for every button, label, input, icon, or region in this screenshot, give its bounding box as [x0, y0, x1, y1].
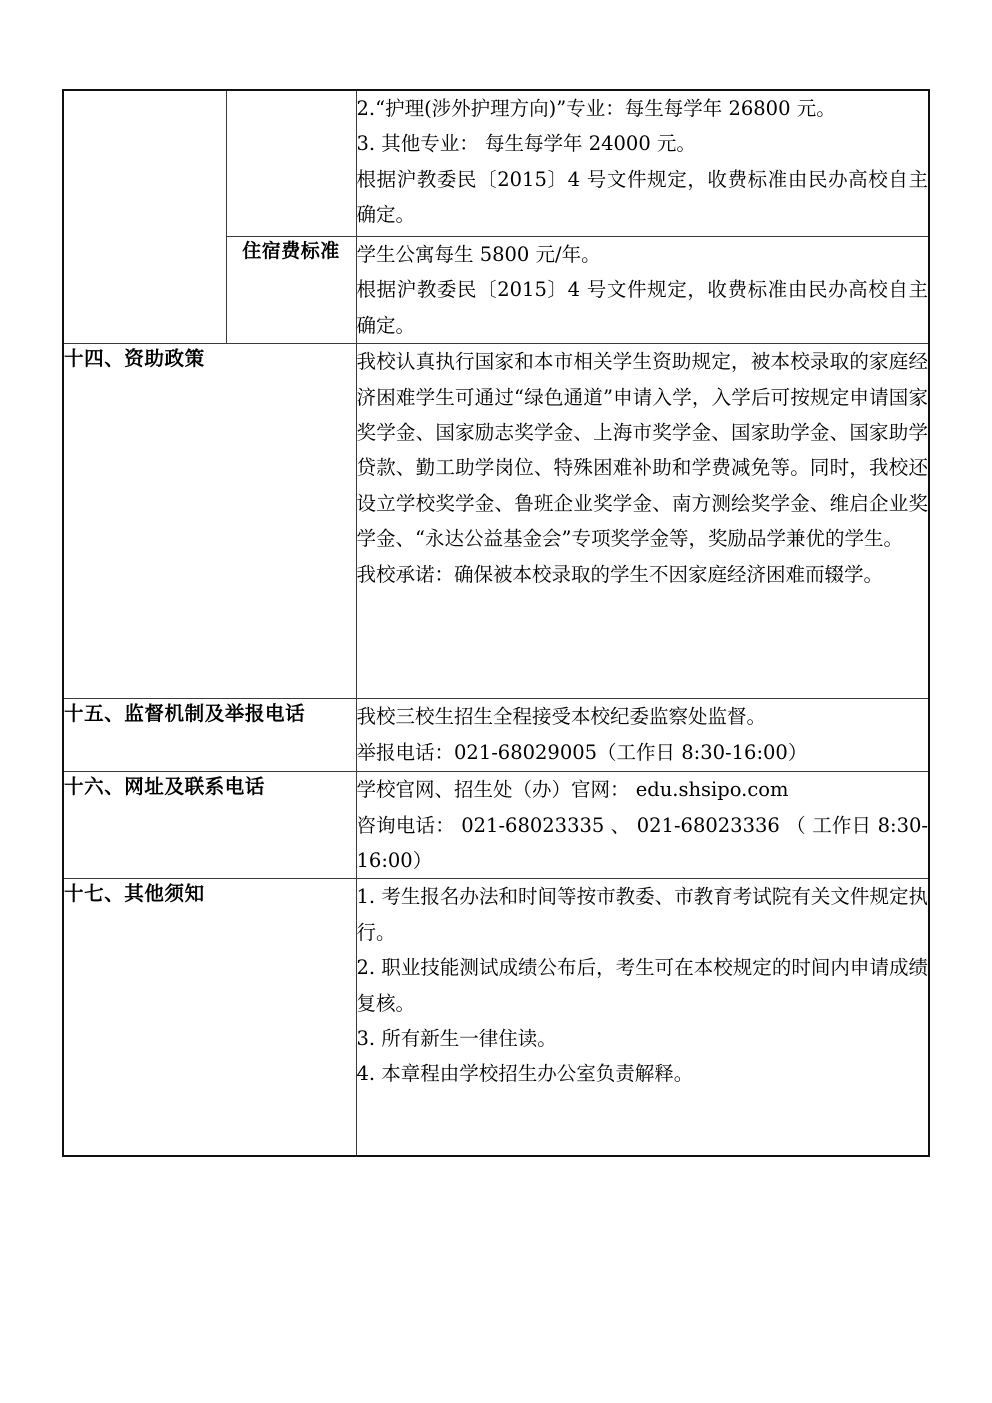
paragraph: 学生公寓每生 5800 元/年。 [356, 243, 601, 266]
row-label-merged-fee [63, 90, 226, 344]
table-row [63, 699, 929, 772]
paragraph: 2. 职业技能测试成绩公布后，考生可在本校规定的时间内申请成绩复核。 [356, 956, 928, 1015]
row-label-website-contact: 十六、网址及联系电话 [63, 772, 356, 879]
paragraph: 4. 本章程由学校招生办公室负责解释。 [356, 1062, 694, 1086]
row-label-other-notices: 十七、其他须知 [63, 879, 356, 1157]
cell-accommodation-fee [356, 237, 929, 344]
cell-financial-aid-policy [356, 344, 929, 699]
paragraph: 3. 所有新生一律住读。 [356, 1027, 557, 1051]
paragraph: 我校承诺：确保被本校录取的学生不因家庭经济困难而辍学。 [356, 562, 884, 586]
paragraph: 2.“护理(涉外护理方向)”专业：每生每学年 26800 元。 [356, 97, 836, 120]
row-label-financial-aid: 十四、资助政策 [63, 344, 356, 699]
paragraph: 学校官网、招生处（办）官网： edu.shsipo.com [356, 778, 789, 802]
paragraph: 1. 考生报名办法和时间等按市教委、市教育考试院有关文件规定执行。 [356, 885, 928, 944]
row-sublabel-tuition [226, 90, 356, 237]
paragraph: 举报电话：021-68029005（工作日 8:30-16:00） [356, 740, 808, 764]
cell-other-notices [356, 879, 929, 1157]
paragraph: 3. 其他专业： 每生每学年 24000 元。 [356, 132, 696, 156]
paragraph: 根据沪教委民〔2015〕4 号文件规定，收费标准由民办高校自主确定。 [356, 167, 928, 227]
cell-website-contact [356, 772, 929, 879]
paragraph: 根据沪教委民〔2015〕4 号文件规定，收费标准由民办高校自主确定。 [356, 278, 928, 337]
table-row [63, 879, 929, 1157]
paragraph: 我校认真执行国家和本市相关学生资助规定，被本校录取的家庭经济困难学生可通过“绿色通道”申请入学，入学后可按规定申请国家奖学金、国家励志奖学金、上海市奖学金、国家助学金、国家助学贷款、勤工助学岗位、特殊困难补助和学费减免等。同时，我校还设立学校奖学金、鲁班企业奖学金、南方测绘奖学金、维启企业奖学金、“永达公益基金会”专项奖学金等，奖励品学兼优的学生。 [356, 350, 928, 551]
paragraph: 我校三校生招生全程接受本校纪委监察处监督。 [356, 705, 767, 729]
paragraph: 咨询电话： 021-68023335 、 021-68023336 （ 工作日 8:30-16:00） [356, 813, 928, 873]
cell-supervision [356, 699, 929, 772]
cell-tuition-continued [356, 90, 929, 237]
table-row [63, 344, 929, 699]
table-row [63, 90, 929, 237]
table-row [63, 772, 929, 879]
admission-info-table [62, 89, 930, 1157]
row-label-supervision: 十五、监督机制及举报电话 [63, 699, 356, 772]
row-sublabel-accommodation: 住宿费标准 [226, 237, 356, 344]
